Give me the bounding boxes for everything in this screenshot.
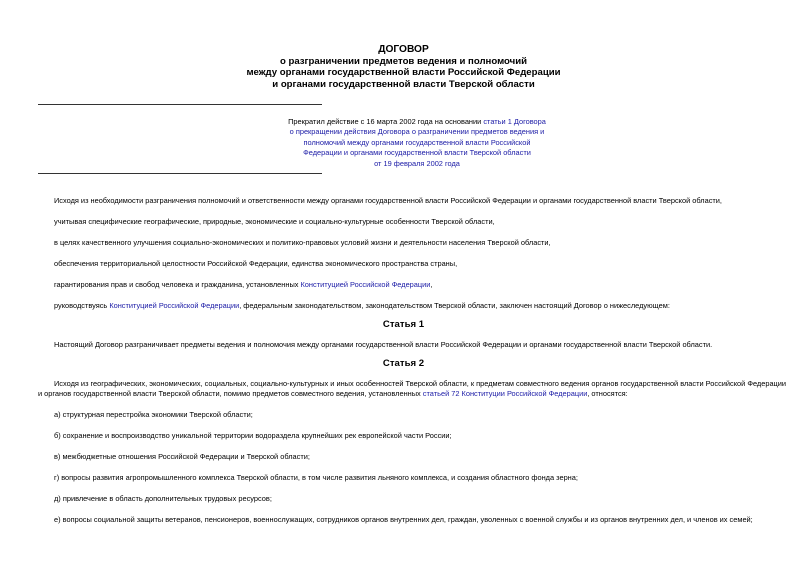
article-2-intro-line-1: Исходя из географических, экономических, социальных, социально-культурных и иных особенностей Тверской области, к предметам совместного ведения органов государственной власти Российской Федерации <box>54 379 787 388</box>
list-item: г) вопросы развития агропромышленного комплекса Тверской области, в том числе развития льняного комплекса, и создания областного фонда зерна; <box>54 473 578 482</box>
title-line-2: о разграничении предметов ведения и полномочий <box>279 55 528 67</box>
status-link-line-2[interactable]: о прекращении действия Договора о разграничении предметов ведения и <box>289 127 545 137</box>
preamble-paragraph-4: обеспечения территориальной целостности Российской Федерации, единства экономического пространства страны, <box>54 259 458 268</box>
article-2-intro-line-2: и органов государственной власти Тверской области, помимо предметов совместного ведения, установленных статьей 72 Конституции Российской Федерации, относятся: <box>38 389 628 398</box>
divider-top <box>38 104 322 105</box>
list-item: а) структурная перестройка экономики Тверской области; <box>54 410 253 419</box>
article-72-link[interactable]: статьей 72 Конституции Российской Федерации <box>422 389 588 398</box>
preamble-paragraph-6: руководствуясь Конституцией Российской Федерации, федеральным законодательством, законодательством Тверской области, заключен настоящий Договор о нижеследующем: <box>54 301 670 310</box>
divider-bottom <box>38 173 322 174</box>
status-note <box>262 117 572 169</box>
constitution-link-1[interactable]: Конституцией Российской Федерации <box>300 280 431 289</box>
list-item: в) межбюджетные отношения Российской Федерации и Тверской области; <box>54 452 310 461</box>
article-1-heading: Статья 1 <box>382 319 425 330</box>
constitution-link-2[interactable]: Конституцией Российской Федерации <box>109 301 240 310</box>
status-link-article[interactable]: статьи 1 Договора <box>483 117 546 126</box>
preamble-paragraph-1: Исходя из необходимости разграничения полномочий и ответственности между органами государственной власти Российской Федерации и органами государственной власти Тверской области, <box>54 196 722 205</box>
article-2-heading: Статья 2 <box>382 358 425 369</box>
document-title <box>0 44 807 90</box>
title-line-1: ДОГОВОР <box>378 44 429 55</box>
list-item: е) вопросы социальной защиты ветеранов, пенсионеров, военнослужащих, сотрудников органов внутренних дел, граждан, уволенных с военной службы и из органов внутренних дел, и членов их семей; <box>54 515 753 524</box>
status-prefix: Прекратил действие с 16 марта 2002 года на основании <box>288 117 484 126</box>
status-link-line-5[interactable]: от 19 февраля 2002 года <box>374 158 460 168</box>
list-item: б) сохранение и воспроизводство уникальной территории водораздела крупнейших рек европейской части России; <box>54 431 452 440</box>
title-line-3: между органами государственной власти Российской Федерации <box>246 67 561 79</box>
preamble-paragraph-2: учитывая специфические географические, природные, экономические и социально-культурные особенности Тверской области, <box>54 217 495 226</box>
status-link-line-3[interactable]: полномочий между органами государственной власти Российской <box>303 137 531 147</box>
status-link-line-4[interactable]: Федерации и органами государственной власти Тверской области <box>303 148 531 158</box>
preamble-paragraph-3: в целях качественного улучшения социально-экономических и политико-правовых условий жизни и деятельности населения Тверской области, <box>54 238 551 247</box>
preamble-paragraph-5: гарантирования прав и свобод человека и гражданина, установленных Конституцией Российской Федерации, <box>54 280 433 289</box>
title-line-4: и органами государственной власти Тверской области <box>272 78 535 90</box>
article-1-text: Настоящий Договор разграничивает предметы ведения и полномочия между органами государственной власти Российской Федерации и органами государственной власти Тверской области. <box>54 340 713 349</box>
list-item: д) привлечение в область дополнительных трудовых ресурсов; <box>54 494 272 503</box>
